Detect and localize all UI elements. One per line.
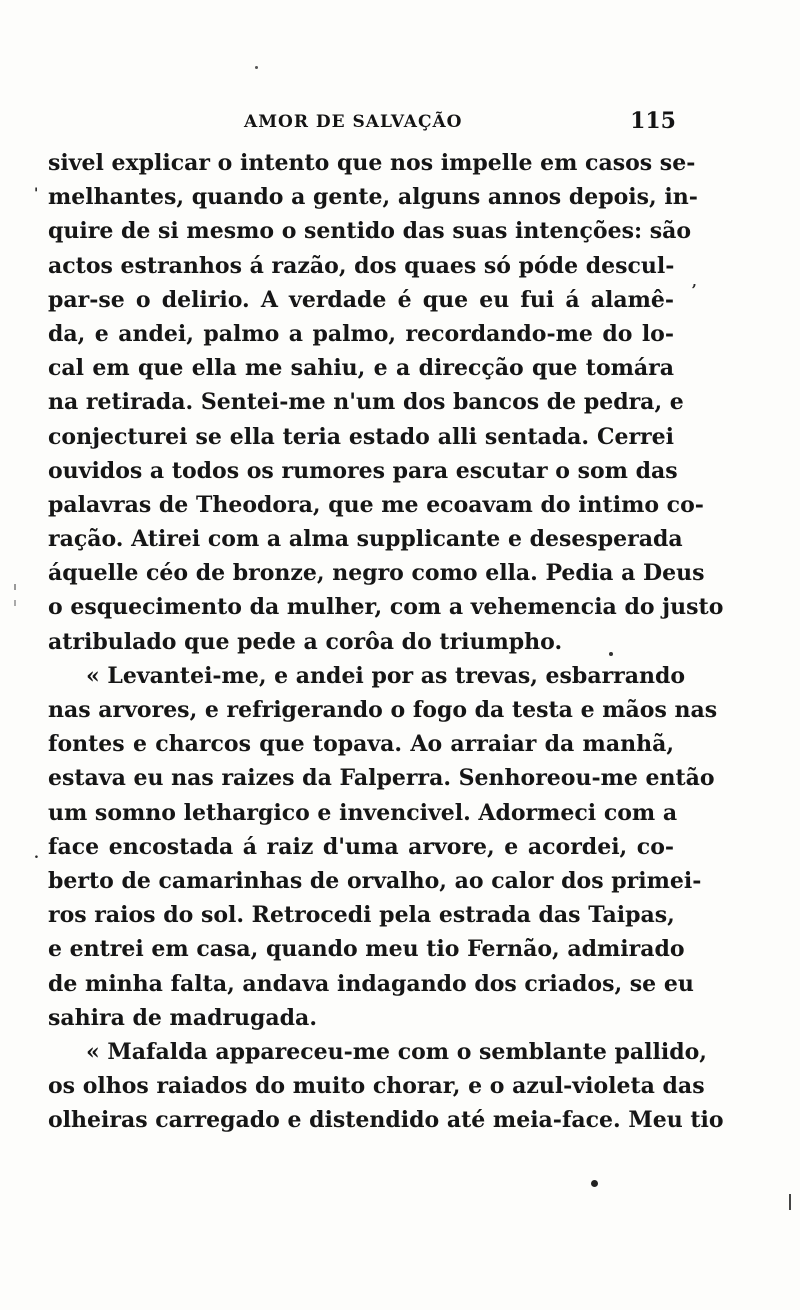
- text-line: de minha falta, andava indagando dos criados, se eu: [48, 970, 694, 997]
- text-line: da, e andei, palmo a palmo, recordando-me do lo-: [48, 320, 674, 347]
- text-line: berto de camarinhas de orvalho, ao calor dos primei-: [48, 867, 702, 894]
- page-header: [48, 108, 678, 138]
- paragraph-start-line: « Levantei-me, e andei por as trevas, esbarrando: [86, 662, 686, 689]
- scan-speck: [14, 600, 16, 606]
- paragraph-end-line: sahira de madrugada.: [48, 1004, 317, 1031]
- scan-speck: ,: [692, 274, 697, 290]
- text-line: ração. Atirei com a alma supplicante e desesperada: [48, 526, 683, 553]
- scan-speck: .: [34, 846, 39, 862]
- text-line: face encostada á raiz d'uma arvore, e acordei, co-: [48, 833, 674, 860]
- scan-speck: ': [34, 186, 39, 202]
- text-line: fontes e charcos que topava. Ao arraiar da manhã,: [48, 731, 674, 758]
- paragraph-start-line: « Mafalda appareceu-me com o semblante pallido,: [86, 1038, 707, 1065]
- text-line: quire de si mesmo o sentido das suas intenções: são: [48, 218, 692, 245]
- text-line: um somno lethargico e invencivel. Adormeci com a: [48, 799, 678, 826]
- text-line: actos estranhos á razão, dos quaes só póde descul-: [48, 252, 675, 279]
- scan-speck: [609, 652, 613, 656]
- running-title: AMOR DE SALVAÇÃO: [244, 112, 463, 132]
- text-line: ros raios do sol. Retrocedi pela estrada das Taipas,: [48, 902, 675, 929]
- text-line: cal em que ella me sahiu, e a direcção que tomára: [48, 355, 674, 382]
- signature-mark: [591, 1180, 598, 1187]
- scan-speck: [14, 584, 16, 590]
- text-line: conjecturei se ella teria estado alli sentada. Cerrei: [48, 423, 674, 450]
- text-line: melhantes, quando a gente, alguns annos depois, in-: [48, 184, 698, 211]
- text-line: na retirada. Sentei-me n'um dos bancos de pedra, e: [48, 389, 684, 416]
- text-line: e entrei em casa, quando meu tio Fernão, admirado: [48, 936, 685, 963]
- text-line: ouvidos a todos os rumores para escutar o som das: [48, 457, 678, 484]
- scan-speck: [255, 66, 258, 69]
- paragraph-end-line: atribulado que pede a corôa do triumpho.: [48, 628, 563, 655]
- text-line: par-se o delirio. A verdade é que eu fui á alamê-: [48, 286, 674, 313]
- text-line: sivel explicar o intento que nos impelle em casos se-: [48, 150, 696, 176]
- page-number: 115: [630, 108, 676, 134]
- text-line: o esquecimento da mulher, com a vehemencia do justo: [48, 594, 724, 621]
- text-line: estava eu nas raizes da Falperra. Senhoreou-me então: [48, 765, 715, 792]
- text-line: nas arvores, e refrigerando o fogo da testa e mãos nas: [48, 697, 718, 723]
- body-text: [48, 146, 724, 1137]
- text-line: olheiras carregado e distendido até meia-face. Meu tio: [48, 1107, 724, 1134]
- scan-speck: [789, 1194, 791, 1210]
- text-line: áquelle céo de bronze, negro como ella. Pedia a Deus: [48, 560, 705, 587]
- text-line: os olhos raiados do muito chorar, e o azul-violeta das: [48, 1073, 705, 1100]
- text-line: palavras de Theodora, que me ecoavam do intimo co-: [48, 491, 704, 518]
